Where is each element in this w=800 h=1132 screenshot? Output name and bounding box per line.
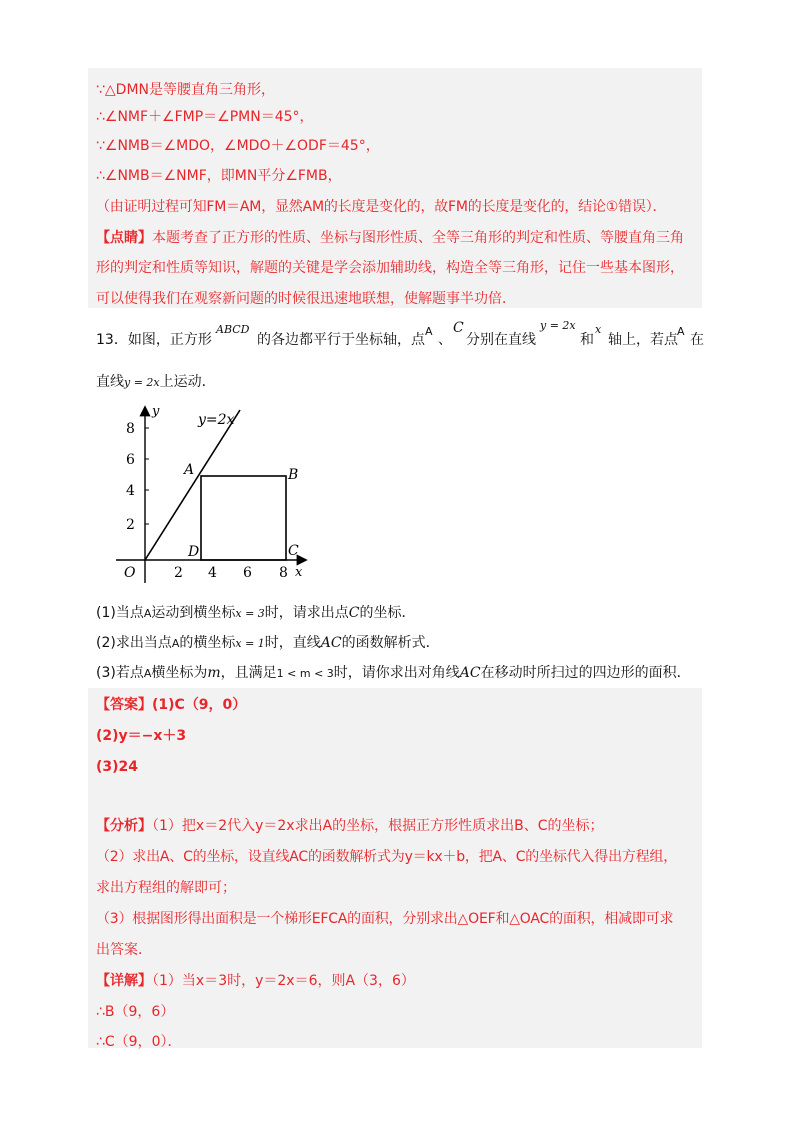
sub3-text-d: 时，请你求出对角线 (333, 665, 460, 681)
answer-line-1 (96, 695, 246, 715)
sub3-text-a: (3)若点 (96, 665, 144, 681)
square-abcd (201, 476, 286, 560)
solution-line-3: ∵∠NMB＝∠MDO，∠MDO＋∠ODF＝45°， (96, 138, 380, 154)
x-tick-label-6: 6 (243, 565, 252, 581)
point-a-label-2: A (677, 325, 685, 338)
sub3-m: m (207, 665, 221, 681)
sub1-text-b: 运动到横坐标 (151, 605, 236, 621)
answer-tag: 【答案】 (96, 697, 152, 713)
detail-tag: 【详解】 (96, 973, 152, 989)
stem-sep: 、 (438, 332, 452, 348)
axis-x-label: x (595, 323, 602, 336)
sub2-text-c: 时，直线 (264, 635, 321, 651)
vertex-a-label: A (184, 462, 195, 478)
vertex-b-label: B (288, 467, 299, 483)
analysis-line-4: （3）根据图形得出面积是一个梯形EFCA的面积，分别求出△OEF和△OAC的面积，相减即可求 (96, 911, 674, 927)
stem-and: 和 (580, 332, 594, 348)
analysis-line-1 (96, 816, 604, 836)
solution-line-4: ∴∠NMB＝∠NMF，即MN平分∠FMB， (96, 168, 342, 184)
answer-line-3: (3)24 (96, 759, 139, 775)
solution-line-5: （由证明过程可知FM＝AM，显然AM的长度是变化的，故FM的长度是变化的，结论①错误）． (96, 199, 667, 215)
sub1-equation: x = 3 (235, 607, 265, 620)
sub1-text-c: 时，请求出点 (264, 605, 349, 621)
sub2-line-ac: AC (320, 635, 342, 651)
detail-line-1 (96, 971, 415, 991)
analysis-text-1: （1）把x＝2代入y＝2x求出A的坐标，根据正方形性质求出B、C的坐标； (152, 818, 604, 834)
sub3-line-ac: AC (459, 665, 481, 681)
stem-line2-eq: y = 2x (124, 376, 160, 389)
sub3-point-a: A (143, 667, 152, 680)
question-number: 13． (96, 332, 128, 348)
sub3-text-e: 在移动时所扫过的四边形的面积． (480, 665, 691, 681)
analysis-line-5: 出答案． (96, 942, 152, 958)
y-tick-label-8: 8 (126, 421, 135, 437)
sub1-text-d: 的坐标． (359, 605, 416, 621)
sub2-equation: x = 1 (235, 637, 265, 650)
detail-text-1: （1）当x＝3时，y＝2x＝6，则A（3，6） (152, 973, 415, 989)
detail-line-3: ∴C（9，0）． (96, 1034, 182, 1050)
y-axis-label: y (152, 404, 160, 419)
analysis-line-2: （2）求出A、C的坐标，设直线AC的函数解析式为y＝kx＋b，把A、C的坐标代入得出方程组， (96, 849, 678, 865)
vertex-d-label: D (188, 544, 200, 560)
sub2-point-a: A (171, 637, 180, 650)
analysis-tag: 【分析】 (96, 818, 152, 834)
sub-question-2 (96, 633, 440, 654)
sub-question-1 (96, 603, 416, 624)
solution-line-1: ∵△DMN是等腰直角三角形， (96, 82, 276, 98)
sub2-text-d: 的函数解析式． (341, 635, 440, 651)
comment-line-3: 可以使得我们在观察新问题的时候很迅速地联想，使解题事半功倍． (96, 291, 516, 307)
sub2-text-b: 的横坐标 (179, 635, 236, 651)
question-stem-line-2 (96, 372, 216, 393)
square-name: ABCD (216, 323, 250, 336)
stem-text-4: 轴上，若点 (608, 332, 678, 348)
stem-text-1: 如图，正方形 (127, 332, 212, 348)
point-c-label: C (453, 320, 464, 336)
stem-text-2: 的各边都平行于坐标轴，点 (257, 332, 425, 348)
analysis-line-3: 求出方程组的解即可； (96, 880, 236, 896)
line-equation: y = 2x (540, 319, 576, 332)
x-tick-label-2: 2 (174, 565, 183, 581)
sub3-text-b: 横坐标为 (151, 665, 208, 681)
sub-question-3 (96, 663, 691, 684)
question-stem-line-1 (96, 330, 212, 350)
sub1-point-a: A (143, 607, 152, 620)
solution-line-2: ∴∠NMF＋∠FMP＝∠PMN＝45°， (96, 109, 314, 125)
stem-text-5: 在 (690, 332, 704, 348)
sub3-text-c: ，且满足 (220, 665, 277, 681)
stem-line2-prefix: 直线 (96, 374, 124, 390)
y-tick-label-4: 4 (126, 483, 135, 499)
sub2-text-a: (2)求出当点 (96, 635, 172, 651)
answer-1: (1)C（9，0） (152, 697, 247, 713)
y-tick-label-6: 6 (126, 452, 135, 468)
sub1-point-c: C (348, 605, 360, 621)
origin-label: O (124, 565, 136, 581)
comment-text-1: 本题考查了正方形的性质、坐标与图形性质、全等三角形的判定和性质、等腰直角三角 (152, 230, 684, 246)
comment-tag: 【点睛】 (96, 230, 152, 246)
comment-line-1 (96, 228, 684, 248)
sub3-range: 1 < m < 3 (276, 667, 334, 680)
comment-line-2: 形的判定和性质等知识，解题的关键是学会添加辅助线，构造全等三角形，记住一些基本图形， (96, 260, 684, 276)
x-tick-label-8: 8 (279, 565, 288, 581)
stem-text-3: 分别在直线 (466, 332, 536, 348)
stem-line2-suffix: 上运动． (159, 374, 216, 390)
y-tick-label-2: 2 (126, 517, 135, 533)
coordinate-figure (112, 400, 322, 590)
point-a-label: A (425, 325, 433, 338)
sub1-text-a: (1)当点 (96, 605, 144, 621)
x-axis-label: x (295, 565, 303, 580)
x-tick-label-4: 4 (208, 565, 217, 581)
answer-line-2: (2)y＝−x＋3 (96, 728, 187, 744)
line-y-2x (145, 410, 240, 560)
line-label: y=2x (198, 412, 235, 428)
detail-line-2: ∴B（9，6） (96, 1004, 175, 1020)
vertex-c-label: C (288, 543, 299, 559)
